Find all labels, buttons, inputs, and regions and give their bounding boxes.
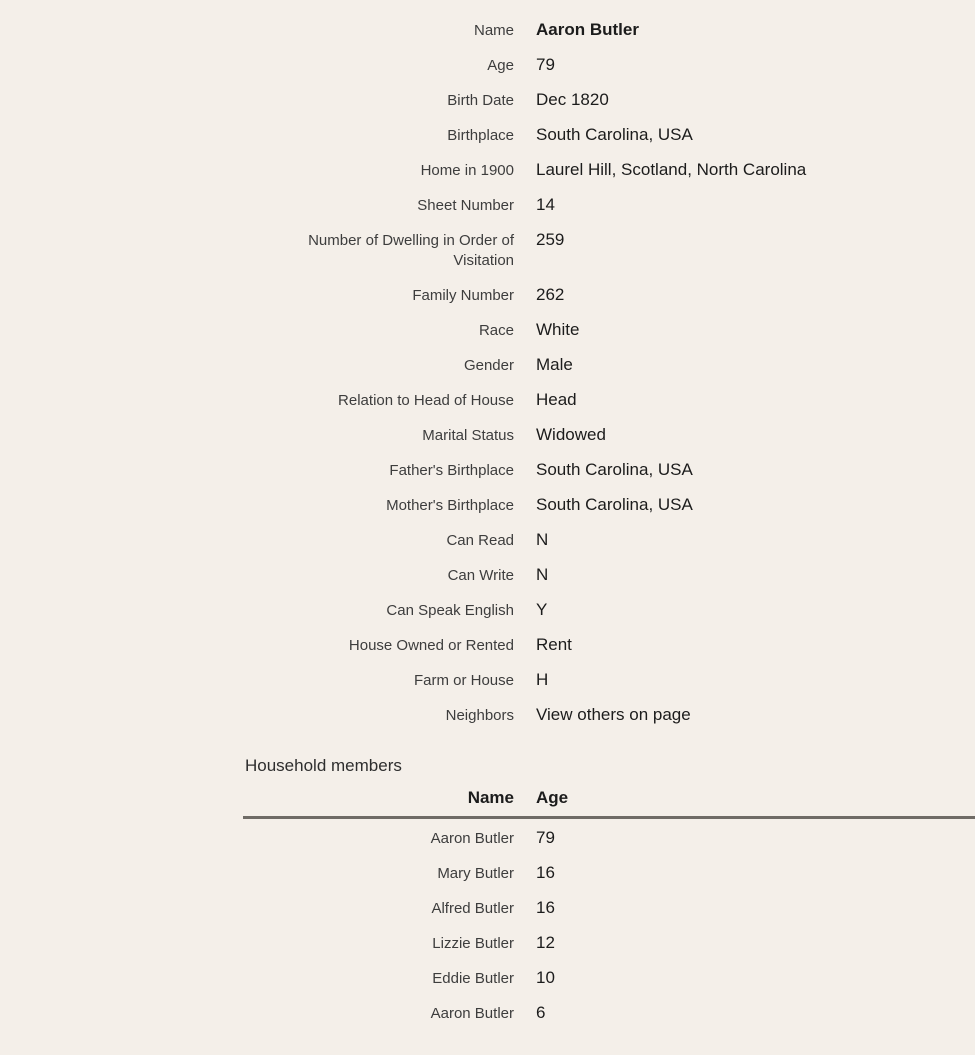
field-value: Dec 1820: [536, 90, 609, 109]
household-member-name[interactable]: Aaron Butler: [430, 830, 514, 847]
household-header-name: Name: [467, 788, 514, 807]
field-value: 259: [536, 230, 565, 249]
field-label: Sheet Number: [417, 197, 514, 214]
field-row: [0, 313, 975, 348]
field-value: N: [536, 565, 549, 584]
field-row: [0, 593, 975, 628]
field-label: Birthplace: [447, 127, 514, 144]
field-label: Birth Date: [447, 92, 514, 109]
field-row: [0, 558, 975, 593]
household-member-age: 79: [536, 828, 555, 847]
household-members-rows: [243, 819, 975, 1031]
field-row: [0, 348, 975, 383]
field-row: [0, 118, 975, 153]
household-member-name[interactable]: Aaron Butler: [430, 1005, 514, 1022]
household-member-age: 10: [536, 968, 555, 987]
field-row: [0, 418, 975, 453]
field-label: Race: [478, 322, 514, 339]
household-member-row: [243, 961, 975, 996]
field-label: House Owned or Rented: [348, 637, 514, 654]
field-value[interactable]: View others on page: [536, 705, 691, 724]
field-label: Mother's Birthplace: [386, 497, 514, 514]
field-label: Family Number: [412, 287, 514, 304]
household-members-table: [243, 783, 975, 1031]
record-fields: [0, 13, 975, 733]
field-row: [0, 453, 975, 488]
field-row: [0, 153, 975, 188]
field-value: Male: [536, 355, 573, 374]
field-row: [0, 13, 975, 48]
household-member-row: [243, 996, 975, 1031]
field-label: Neighbors: [445, 707, 514, 724]
field-row: [0, 628, 975, 663]
field-row: [0, 698, 975, 733]
field-row: [0, 523, 975, 558]
field-row: [0, 383, 975, 418]
field-label: Farm or House: [413, 672, 514, 689]
field-label: Can Read: [446, 532, 514, 549]
field-value: 14: [536, 195, 555, 214]
household-member-name[interactable]: Lizzie Butler: [432, 935, 514, 952]
field-label: Home in 1900: [420, 162, 514, 179]
field-label: Number of Dwelling in Order of Visitation: [308, 232, 514, 269]
field-row: [0, 223, 975, 278]
household-header-age: Age: [536, 788, 569, 807]
household-member-row: [243, 856, 975, 891]
field-row: [0, 278, 975, 313]
household-member-age: 16: [536, 863, 555, 882]
field-value: Aaron Butler: [536, 20, 639, 39]
field-value: South Carolina, USA: [536, 495, 693, 514]
field-row: [0, 663, 975, 698]
field-value: N: [536, 530, 549, 549]
field-label: Gender: [463, 357, 514, 374]
field-label: Age: [487, 57, 514, 74]
field-value: Y: [536, 600, 548, 619]
household-member-row: [243, 819, 975, 856]
household-table-header: [243, 783, 975, 819]
field-value: Rent: [536, 635, 572, 654]
household-members-heading: Household members: [245, 756, 402, 775]
household-member-age: 16: [536, 898, 555, 917]
field-label: Marital Status: [422, 427, 514, 444]
field-row: [0, 488, 975, 523]
household-member-name[interactable]: Mary Butler: [437, 865, 514, 882]
field-value: South Carolina, USA: [536, 125, 693, 144]
household-member-age: 6: [536, 1003, 546, 1022]
household-member-age: 12: [536, 933, 555, 952]
field-row: [0, 188, 975, 223]
household-member-name[interactable]: Eddie Butler: [432, 970, 514, 987]
field-value: Widowed: [536, 425, 606, 444]
field-label: Father's Birthplace: [389, 462, 514, 479]
field-value: 79: [536, 55, 555, 74]
field-value: Laurel Hill, Scotland, North Carolina: [536, 160, 807, 179]
field-label: Can Speak English: [386, 602, 514, 619]
field-label: Relation to Head of House: [338, 392, 514, 409]
field-value: H: [536, 670, 549, 689]
field-value: White: [536, 320, 580, 339]
field-value: 262: [536, 285, 565, 304]
field-label: Name: [473, 22, 514, 39]
household-member-row: [243, 891, 975, 926]
field-value: South Carolina, USA: [536, 460, 693, 479]
field-value: Head: [536, 390, 577, 409]
household-members-section: [0, 755, 975, 1031]
field-row: [0, 48, 975, 83]
field-label: Can Write: [447, 567, 514, 584]
field-row: [0, 83, 975, 118]
household-member-name[interactable]: Alfred Butler: [431, 900, 514, 917]
household-member-row: [243, 926, 975, 961]
